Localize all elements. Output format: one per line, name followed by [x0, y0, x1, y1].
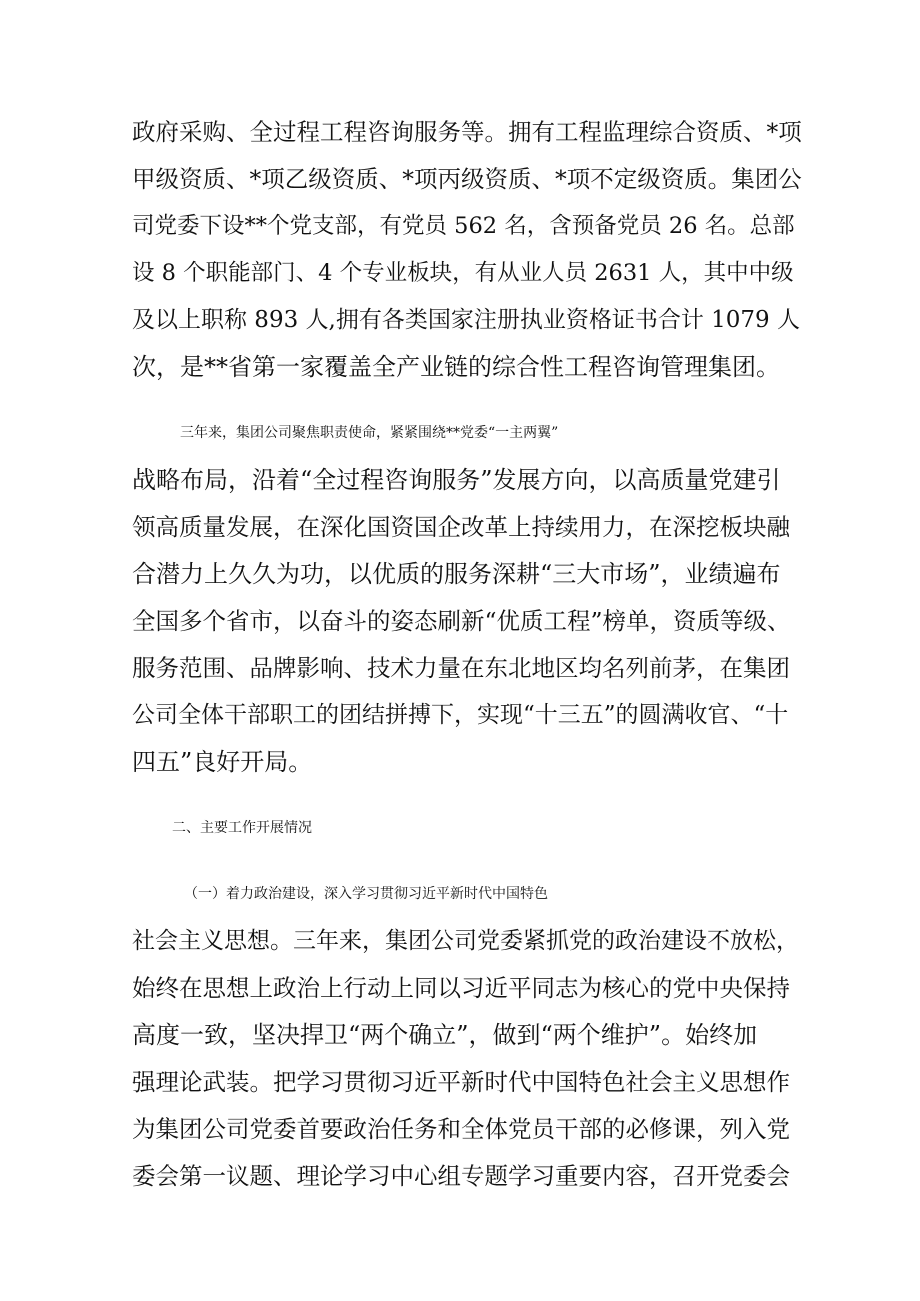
paragraph-1-line-2: 甲级资质、*项乙级资质、*项丙级资质、*项不定级资质。集团公	[132, 165, 802, 193]
paragraph-3-line-7: 委会第一议题、理论学习中心组专题学习重要内容，召开党委会	[132, 1162, 790, 1190]
paragraph-3-line-1: （一）着力政治建设，深入学习贯彻习近平新时代中国特色	[184, 886, 548, 902]
paragraph-3-line-6: 为集团公司党委首要政治任务和全体党员干部的必修课，列入党	[132, 1115, 790, 1143]
section-heading: 二、主要工作开展情况	[172, 820, 312, 836]
paragraph-1-line-6: 次，是**省第一家覆盖全产业链的综合性工程咨询管理集团。	[132, 353, 780, 381]
paragraph-3-line-2: 社会主义思想。三年来，集团公司党委紧抓党的政治建设不放松，	[132, 928, 799, 954]
paragraph-2-line-5: 全国多个省市，以奋斗的姿态刷新“优质工程”榜单，资质等级、	[132, 607, 791, 635]
paragraph-3-line-5: 强理论武装。把学习贯彻习近平新时代中国特色社会主义思想作	[132, 1068, 790, 1096]
paragraph-2-line-8: 四五”良好开局。	[132, 748, 313, 776]
paragraph-2-line-1: 三年来，集团公司聚焦职责使命，紧紧围绕**党委“一主两翼”	[180, 425, 559, 441]
paragraph-2-line-6: 服务范围、品牌影响、技术力量在东北地区均名列前茅，在集团	[132, 654, 790, 682]
paragraph-2-line-2: 战略布局，沿着“全过程咨询服务”发展方向，以高质量党建引	[132, 466, 781, 494]
paragraph-1-line-5: 及以上职称 893 人,拥有各类国家注册执业资格证书合计 1079 人	[132, 307, 800, 333]
paragraph-2-line-7: 公司全体干部职工的团结拼搏下，实现“十三五”的圆满收官、“十	[132, 702, 789, 728]
paragraph-1-line-4: 设 8 个职能部门、4 个专业板块，有从业人员 2631 人，其中中级	[132, 260, 794, 286]
paragraph-3-line-3: 始终在思想上政治上行动上同以习近平同志为核心的党中央保持	[132, 974, 790, 1002]
paragraph-2-line-3: 领高质量发展，在深化国资国企改革上持续用力，在深挖板块融	[132, 513, 790, 541]
paragraph-1-line-1: 政府采购、全过程工程咨询服务等。拥有工程监理综合资质、*项	[132, 118, 802, 146]
paragraph-3-line-4: 高度一致，坚决捍卫“两个确立”，做到“两个维护”。始终加	[132, 1021, 758, 1049]
paragraph-1-line-3: 司党委下设**个党支部，有党员 562 名，含预备党员 26 名。总部	[132, 213, 795, 239]
paragraph-2-line-4: 合潜力上久久为功，以优质的服务深耕“三大市场”，业绩遍布	[132, 560, 781, 588]
